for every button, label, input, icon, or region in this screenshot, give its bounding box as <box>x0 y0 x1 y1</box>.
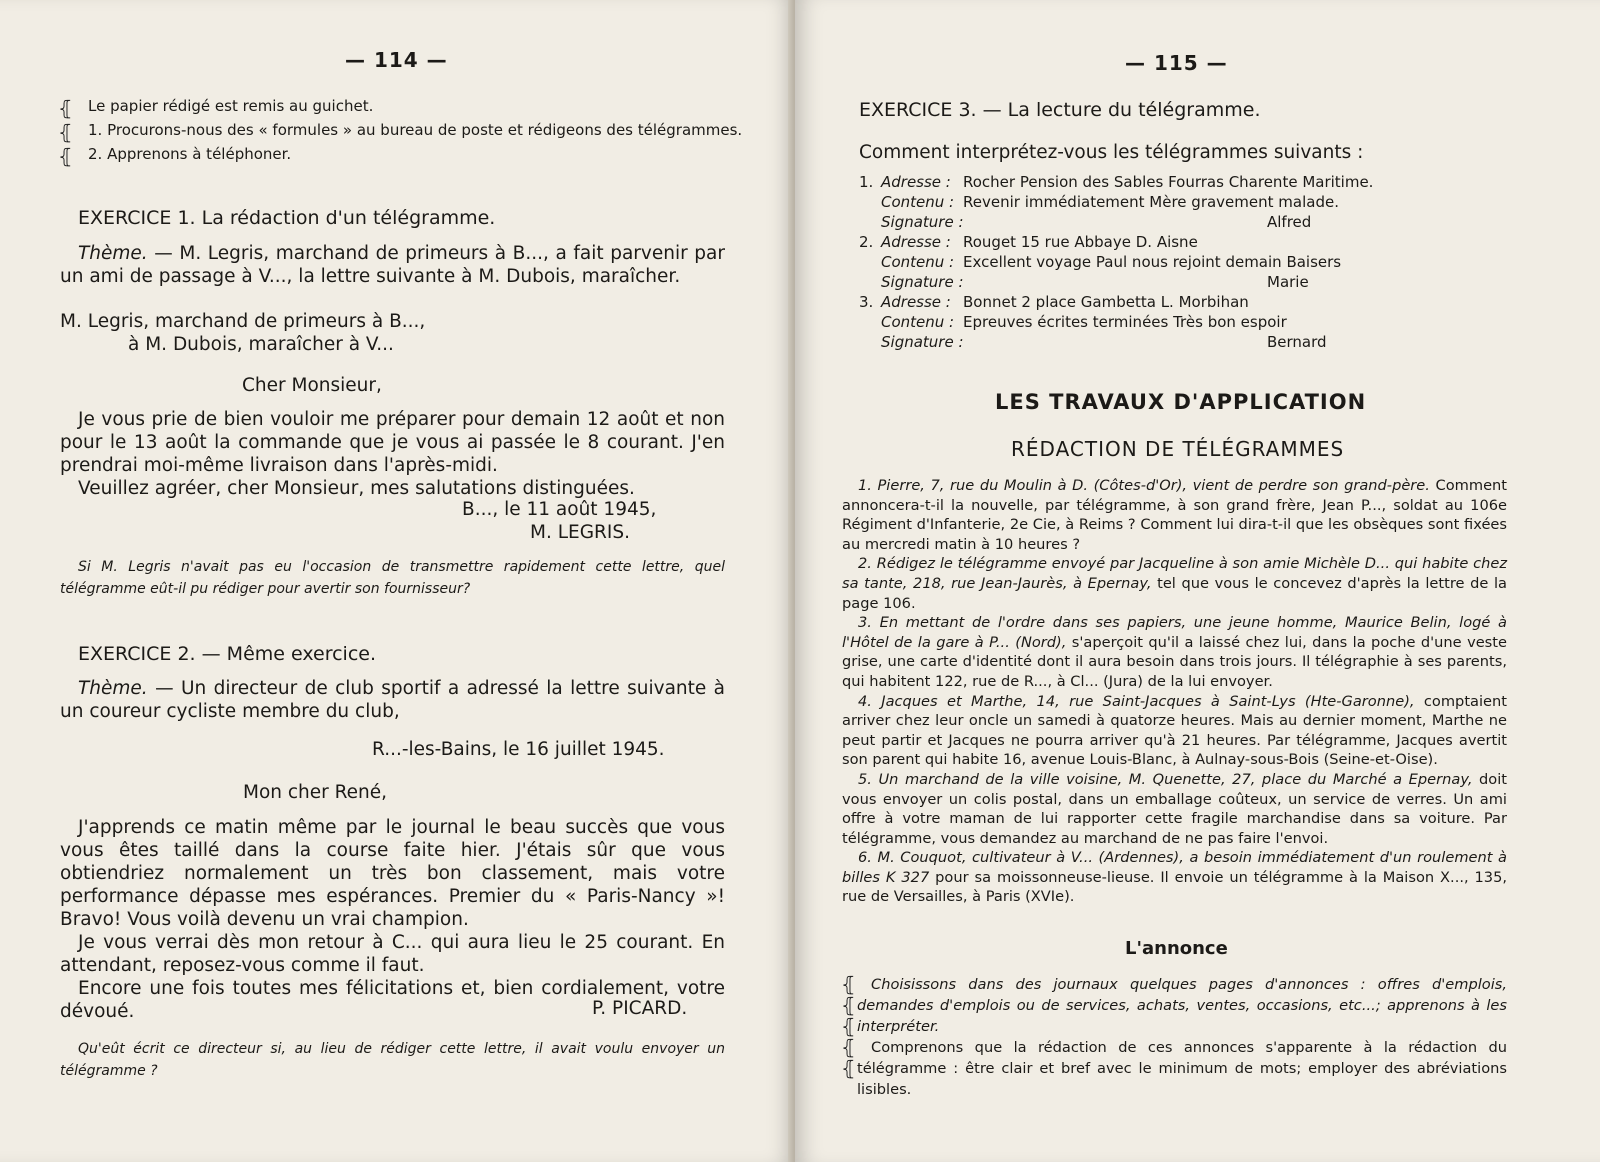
application-items <box>842 476 1507 907</box>
application-item: 2. Rédigez le télégramme envoyé par Jacqueline à son amie Michèle D... qui habite chez sa tante, 218, rue Jean-Jaurès, à Epernay, tel que vous le concevez d'après la lettre de la page 106. <box>842 555 1507 612</box>
annonce-paragraph: Choisissons dans des journaux quelques pages d'annonces : offres d'emplois, demandes d'emplois ou de services, achats, ventes, occasions, etc...; apprenons à les interpréter. <box>857 976 1507 1035</box>
letter-salutation: Cher Monsieur, <box>242 375 382 396</box>
letter-date: R...-les-Bains, le 16 juillet 1945. <box>372 739 665 760</box>
exercise-3-heading: EXERCICE 3. — La lecture du télégramme. <box>859 99 1261 121</box>
exercise-1-heading: EXERCICE 1. La rédaction d'un télégramme. <box>78 207 496 229</box>
theme-label: Thème. <box>78 678 148 699</box>
margin-brace: ⦃ ⦃ ⦃ ⦃ ⦃ <box>841 972 856 1080</box>
telegram-2: 2. Adresse : Rouget 15 rue Abbaye D. Aisne Contenu : Excellent voyage Paul nous rejoint demain Baisers Signature : Marie <box>859 233 1342 291</box>
page-115 <box>795 0 1600 1162</box>
exercise-3-prompt: Comment interprétez-vous les télégrammes suivants : <box>859 142 1364 163</box>
intro-line: 2. Apprenons à téléphoner. <box>88 145 292 163</box>
theme-text: — Un directeur de club sportif a adressé la lettre suivante à un coureur cycliste membre du club, <box>60 678 725 722</box>
application-item: 5. Un marchand de la ville voisine, M. Quenette, 27, place du Marché a Epernay, doit vous envoyer un colis postal, dans un emballage coûteux, un service de verres. Un ami offre à votre maman de lui rapporter cette fragile marchandise dans sa voiture. Par télégramme, vous demandez au marchand de ne pas faire l'envoi. <box>842 770 1507 847</box>
letter-to: à M. Dubois, maraîcher à V... <box>128 334 394 355</box>
section-heading: LES TRAVAUX D'APPLICATION <box>995 390 1367 414</box>
letter-paragraph: Veuillez agréer, cher Monsieur, mes salutations distinguées. <box>78 478 635 499</box>
application-item: 4. Jacques et Marthe, 14, rue Saint-Jacques à Saint-Lys (Hte-Garonne), comptaient arriver chez leur oncle un samedi à quatorze heures. Mais au dernier moment, Marthe ne peut partir et Jacques ne pourra arriver qu'à 21 heures. Par télégramme, Jacques avertit son parent qui habite 16, avenue Louis-Blanc, à Aulnay-sous-Bois (Seine-et-Oise). <box>842 692 1507 769</box>
letter-paragraph: Je vous verrai dès mon retour à C... qui aura lieu le 25 courant. En attendant, reposez-vous comme il faut. <box>60 932 725 976</box>
annonce-heading: L'annonce <box>1125 938 1228 959</box>
letter-date: B..., le 11 août 1945, <box>462 499 657 520</box>
intro-line: Le papier rédigé est remis au guichet. <box>88 97 374 115</box>
annonce-paragraph: Comprenons que la rédaction de ces annonces s'apparente à la rédaction du télégramme : être clair et bref avec le minimum de mots; employer des abréviations lisibles. <box>857 1039 1507 1098</box>
letter-2-body <box>60 816 725 1023</box>
exercise-2-theme <box>60 677 725 723</box>
section-subheading: RÉDACTION DE TÉLÉGRAMMES <box>1011 437 1345 461</box>
page-114 <box>0 0 795 1162</box>
application-item: 1. Pierre, 7, rue du Moulin à D. (Côtes-d'Or), vient de perdre son grand-père. Comment annoncera-t-il la nouvelle, par télégramme, à son grand frère, Jean P..., soldat au 106e Régiment d'Infanterie, 2e Cie, à Reims ? Comment lui dira-t-il que les obsèques sont fixées au mercredi matin à 10 heures ? <box>842 477 1508 553</box>
margin-brace: ⦃ ⦃ ⦃ <box>58 96 73 168</box>
intro-line: 1. Procurons-nous des « formules » au bureau de poste et rédigeons des télégrammes. <box>88 121 743 139</box>
annonce-notes <box>857 974 1507 1100</box>
letter-salutation: Mon cher René, <box>243 782 388 803</box>
letter-1-body <box>60 408 725 500</box>
letter-from: M. Legris, marchand de primeurs à B..., <box>60 311 426 332</box>
exercise-2-question: Qu'eût écrit ce directeur si, au lieu de rédiger cette lettre, il avait voulu envoyer un télégramme ? <box>60 1041 725 1079</box>
exercise-2-heading: EXERCICE 2. — Même exercice. <box>78 643 376 665</box>
exercise-1-question: Si M. Legris n'avait pas eu l'occasion de transmettre rapidement cette lettre, quel télégramme eût-il pu rédiger pour avertir son fournisseur? <box>60 559 725 597</box>
page-number: — 115 — <box>1125 51 1228 75</box>
exercise-1-theme <box>60 242 725 288</box>
letter-signature: P. PICARD. <box>592 998 688 1019</box>
letter-paragraph: Je vous prie de bien vouloir me préparer pour demain 12 août et non pour le 13 août la commande que je vous ai passée le 8 courant. J'en prendrai moi-même livraison dans l'après-midi. <box>60 409 725 476</box>
application-item: 6. M. Couquot, cultivateur à V... (Ardennes), a besoin immédiatement d'un roulement à billes K 327 pour sa moissonneuse-lieuse. Il envoie un télégramme à la Maison X..., 135, rue de Versailles, à Paris (XVIe). <box>842 849 1508 906</box>
telegram-1: 1. Adresse : Rocher Pension des Sables Fourras Charente Maritime. Contenu : Revenir immédiatement Mère gravement malade. Signature : Alfred <box>859 173 1374 231</box>
telegram-list <box>859 172 1399 352</box>
application-item: 3. En mettant de l'ordre dans ses papiers, une jeune homme, Maurice Belin, logé à l'Hôtel de la gare à P... (Nord), s'aperçoit qu'il a laissé chez lui, dans la poche d'une veste grise, une carte d'identité dont il aura besoin dans trois jours. Il télégraphie à ses parents, qui habitent 122, rue de R..., à Cl... (Jura) de la lui envoyer. <box>842 614 1507 690</box>
letter-signature: M. LEGRIS. <box>530 522 630 543</box>
theme-text: — M. Legris, marchand de primeurs à B..., a fait parvenir par un ami de passage à V..., la lettre suivante à M. Dubois, maraîcher. <box>60 243 725 287</box>
theme-label: Thème. <box>78 243 148 264</box>
letter-paragraph: Encore une fois toutes mes félicitations et, bien cordialement, votre dévoué. <box>60 978 725 1022</box>
letter-paragraph: J'apprends ce matin même par le journal le beau succès que vous vous êtes taillé dans la course faite hier. J'étais sûr que vous obtiendriez normalement un très bon classement, mais votre performance dépasse mes espérances. Premier du « Paris-Nancy »! Bravo! Vous voilà devenu un vrai champion. <box>60 817 725 930</box>
intro-notes <box>88 94 743 166</box>
page-number: — 114 — <box>345 48 448 72</box>
telegram-3: 3. Adresse : Bonnet 2 place Gambetta L. Morbihan Contenu : Epreuves écrites terminées Très bon espoir Signature : Bernard <box>859 293 1327 351</box>
